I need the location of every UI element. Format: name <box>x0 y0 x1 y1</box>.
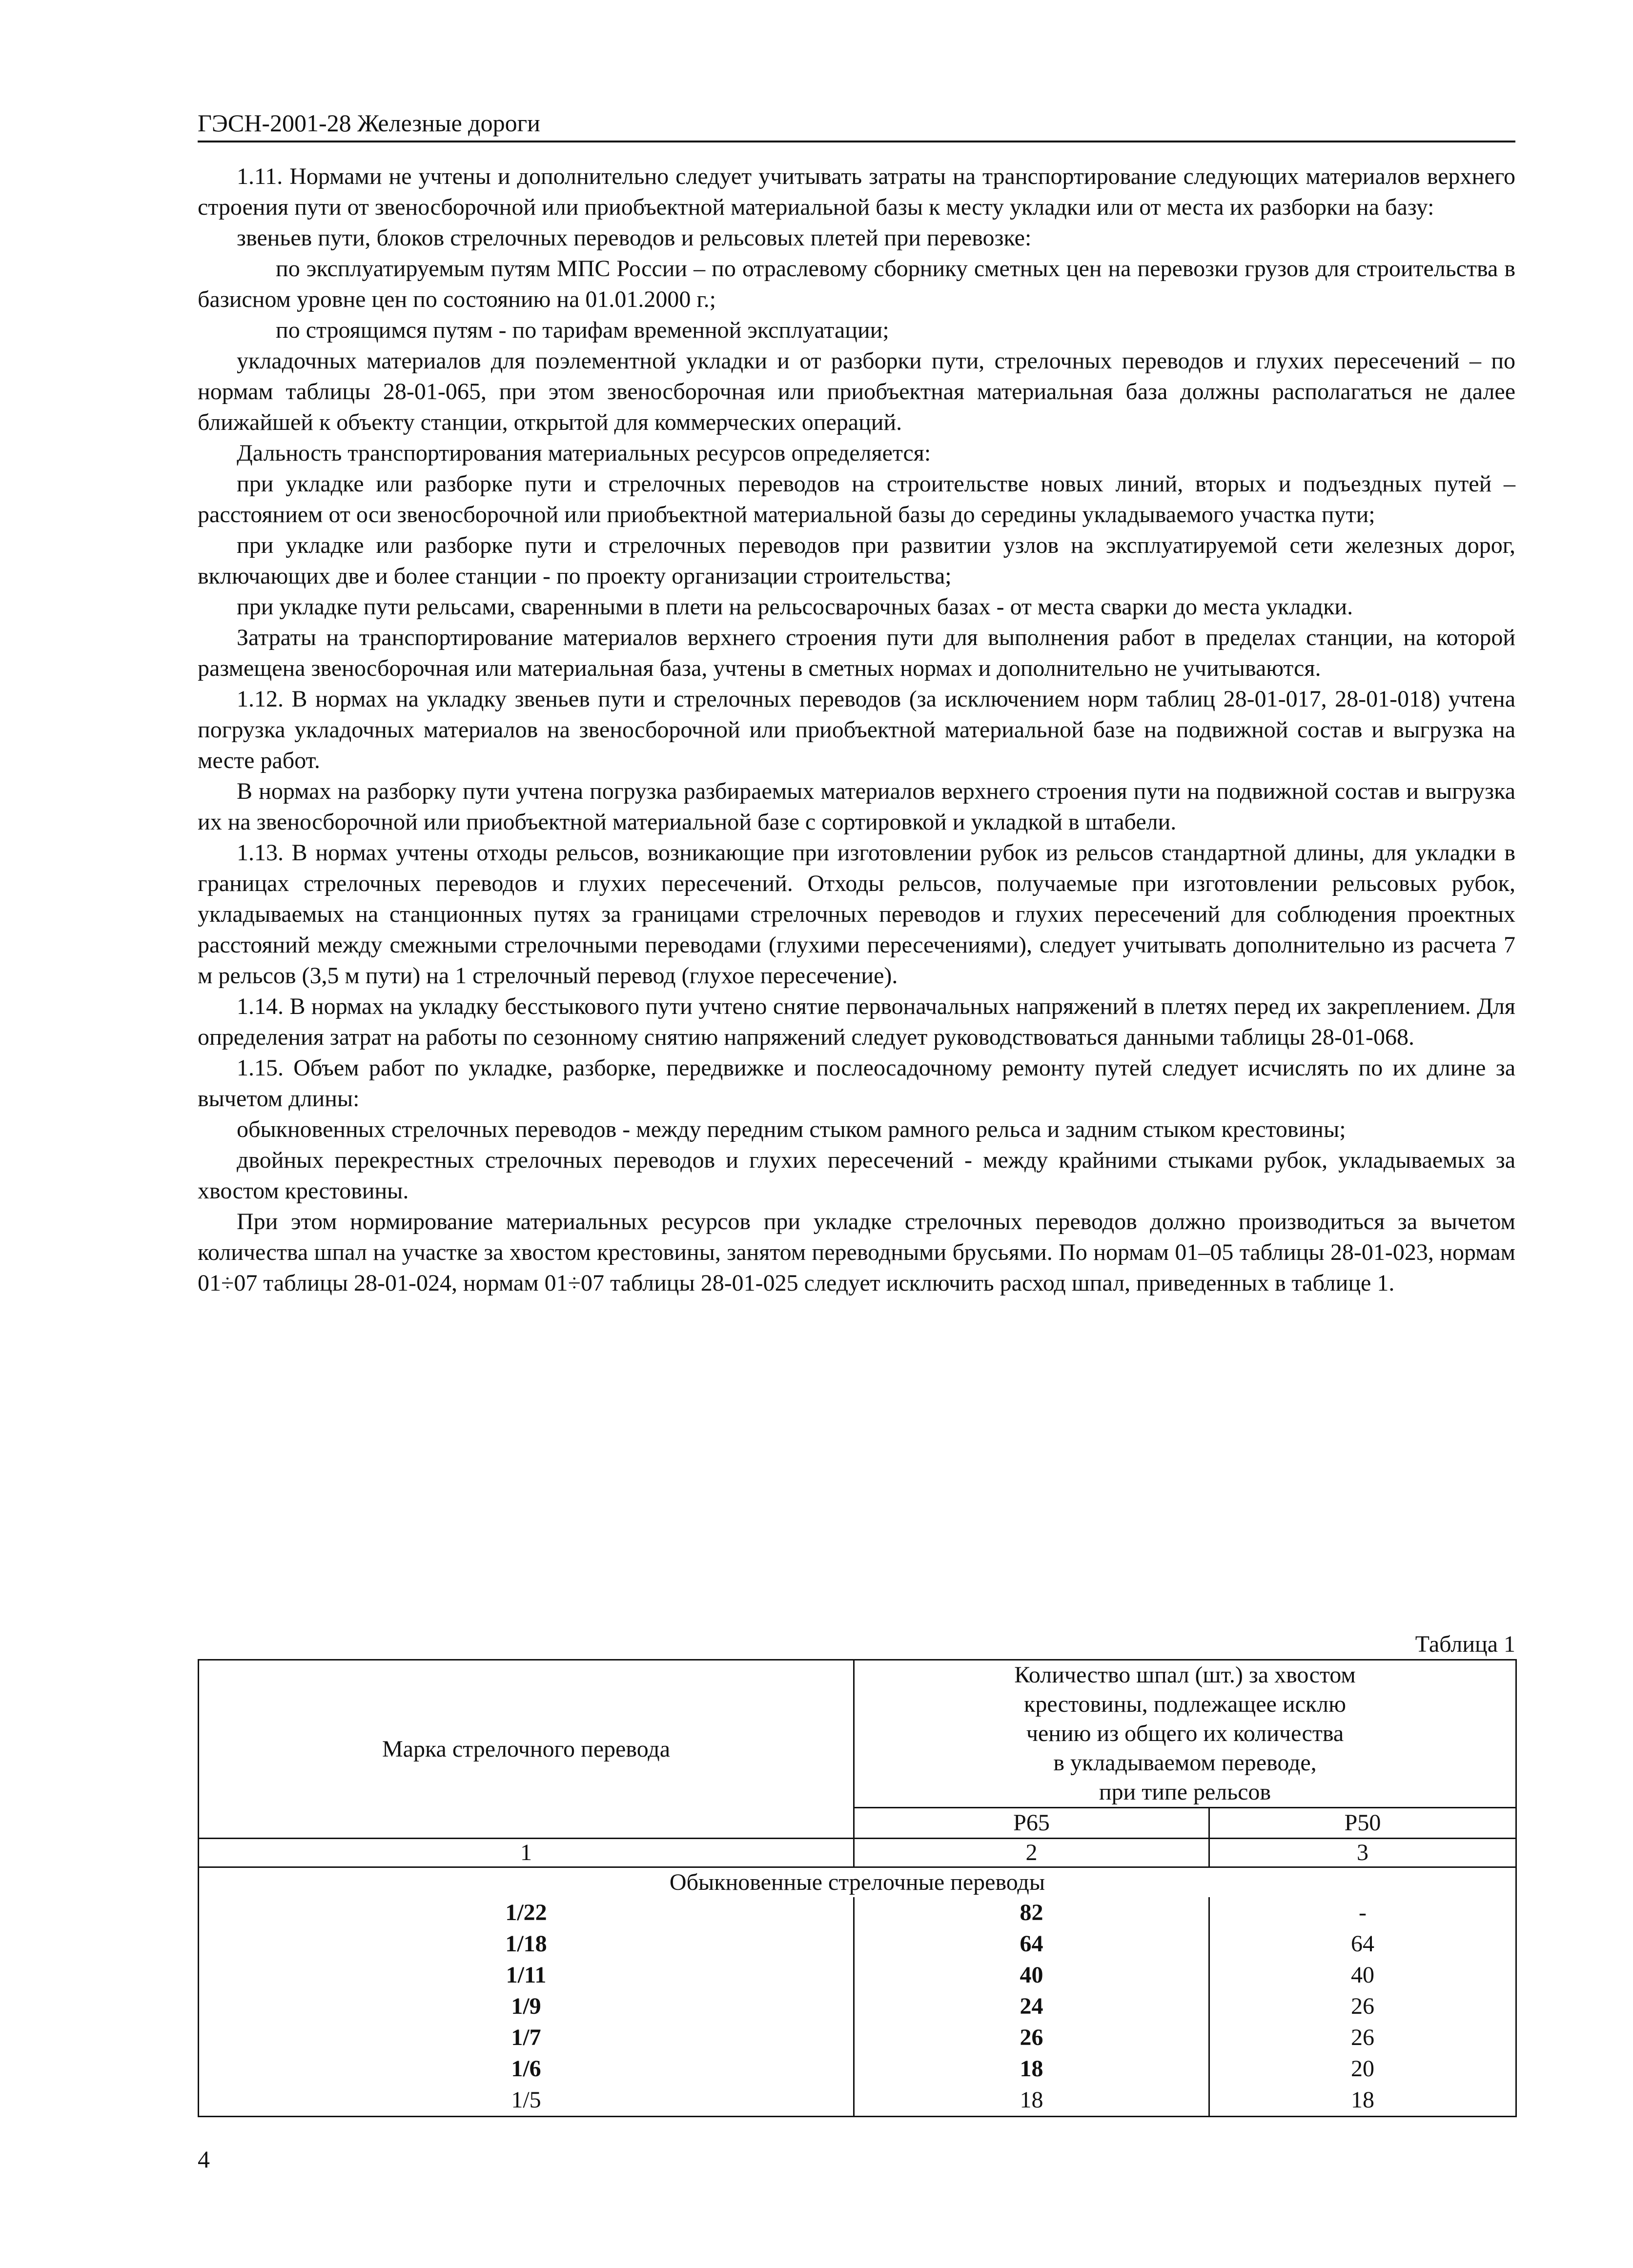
header-line: в укладываемом переводе, <box>1053 1750 1317 1776</box>
table-row <box>199 1960 1516 1991</box>
section-row <box>199 1867 1516 1898</box>
paragraph: при укладке или разборке пути и стрелочных переводов на строительстве новых линий, вторых и подъездных путей – расстоянием от оси звеносборочной или приобъектной материальной базы до середины укладываемого участка пути; <box>198 471 1515 527</box>
cell-p50: 26 <box>1209 2022 1516 2053</box>
col23-header <box>854 1660 1516 1808</box>
header-line: при типе рельсов <box>1099 1779 1271 1805</box>
cell-p50: 20 <box>1209 2053 1516 2085</box>
cell-mark: 1/6 <box>199 2053 854 2085</box>
paragraph: 1.11. Нормами не учтены и дополнительно следует учитывать затраты на транспортирование следующих материалов верхнего строения пути от звеносборочной или приобъектной материальной базы к месту укладки или от места их разборки на базу: <box>198 163 1515 220</box>
table-row <box>199 2085 1516 2117</box>
column-numbers-row <box>199 1839 1516 1867</box>
cell-mark: 1/11 <box>199 1960 854 1991</box>
paragraph: Затраты на транспортирование материалов верхнего строения пути для выполнения работ в пределах станции, на которой размещена звеносборочная или материальная база, учтены в сметных нормах и дополнительно не учитываются. <box>198 625 1515 681</box>
paragraph: 1.15. Объем работ по укладке, разборке, передвижке и послеосадочному ремонту путей следует исчислять по их длине за вычетом длины: <box>198 1055 1515 1112</box>
paragraph: при укладке пути рельсами, сваренными в плети на рельсосварочных базах - от места сварки до места укладки. <box>237 594 1353 620</box>
paragraph: 1.14. В нормах на укладку бесстыкового пути учтено снятие первоначальных напряжений в плетях перед их закреплением. Для определения затрат на работы по сезонному снятию напряжений следует руководствоваться данными таблицы 28-01-068. <box>198 993 1515 1050</box>
body-text <box>198 161 1515 1298</box>
header-title: ГЭСН-2001-28 Железные дороги <box>198 109 540 137</box>
cell-p65: 40 <box>854 1960 1209 1991</box>
paragraph: укладочных материалов для поэлементной укладки и от разборки пути, стрелочных переводов и глухих пересечений – по нормам таблицы 28-01-065, при этом звеносборочная или приобъектная материальная база должны располагаться не далее ближайшей к объекту станции, открытой для коммерческих операций. <box>198 348 1515 435</box>
table-row <box>199 1928 1516 1960</box>
table-row <box>199 1991 1516 2022</box>
paragraph: 1.12. В нормах на укладку звеньев пути и стрелочных переводов (за исключением норм таблиц 28-01-017, 28-01-018) учтена погрузка укладочных материалов на звеносборочной или приобъектной материальной базе на подвижной состав и выгрузка на месте работ. <box>198 686 1515 773</box>
cell-p50: 64 <box>1209 1928 1516 1960</box>
subheader-p50: Р50 <box>1209 1808 1516 1839</box>
cell-p65: 82 <box>854 1897 1209 1928</box>
cell-mark: 1/7 <box>199 2022 854 2053</box>
cell-p50: 26 <box>1209 1991 1516 2022</box>
table-header-row <box>199 1660 1516 1808</box>
paragraph: 1.13. В нормах учтены отходы рельсов, возникающие при изготовлении рубок из рельсов стандартной длины, для укладки в границах стрелочных переводов и глухих пересечений. Отходы рельсов, получаемые при изготовлении рельсовых рубок, укладываемых на станционных путях за границами стрелочных переводов и глухих пересечений для соблюдения проектных расстояний между смежными стрелочными переводами (глухими пересечениями), следует учитывать дополнительно из расчета 7 м рельсов (3,5 м пути) на 1 стрелочный перевод (глухое пересечение). <box>198 840 1515 989</box>
cell-mark: 1/18 <box>199 1928 854 1960</box>
subheader-p65: Р65 <box>854 1808 1209 1839</box>
cell-p65: 26 <box>854 2022 1209 2053</box>
table-caption: Таблица 1 <box>1415 1631 1515 1657</box>
cell-p50: 40 <box>1209 1960 1516 1991</box>
table-row <box>199 2053 1516 2085</box>
paragraph: по эксплуатируемым путям МПС России – по отраслевому сборнику сметных цен на перевозки грузов для строительства в базисном уровне цен по состоянию на 01.01.2000 г.; <box>198 256 1515 312</box>
cell-mark: 1/5 <box>199 2085 854 2117</box>
paragraph: двойных перекрестных стрелочных переводов и глухих пересечений - между крайними стыками рубок, укладываемых за хвостом крестовины. <box>198 1147 1515 1204</box>
paragraph: Дальность транспортирования материальных ресурсов определяется: <box>237 440 931 466</box>
cell-p65: 24 <box>854 1991 1209 2022</box>
cell-p50: 18 <box>1209 2085 1516 2117</box>
cell-p50: - <box>1209 1897 1516 1928</box>
column-number: 1 <box>199 1839 854 1867</box>
page-header <box>198 108 1515 142</box>
paragraph: по строящимся путям - по тарифам временной эксплуатации; <box>276 317 889 343</box>
column-number: 3 <box>1209 1839 1516 1867</box>
header-line: крестовины, подлежащее исклю <box>1024 1691 1346 1717</box>
table-row <box>199 2022 1516 2053</box>
sleepers-table <box>198 1659 1517 2117</box>
header-line: Количество шпал (шт.) за хвостом <box>1014 1662 1356 1688</box>
section-title: Обыкновенные стрелочные переводы <box>199 1867 1516 1898</box>
paragraph: обыкновенных стрелочных переводов - между передним стыком рамного рельса и задним стыком крестовины; <box>237 1116 1346 1142</box>
cell-p65: 18 <box>854 2053 1209 2085</box>
cell-p65: 18 <box>854 2085 1209 2117</box>
page-number: 4 <box>198 2146 210 2173</box>
header-line: чению из общего их количества <box>1026 1721 1344 1746</box>
cell-mark: 1/22 <box>199 1897 854 1928</box>
cell-mark: 1/9 <box>199 1991 854 2022</box>
paragraph: звеньев пути, блоков стрелочных переводов и рельсовых плетей при перевозке: <box>237 225 1032 251</box>
paragraph: В нормах на разборку пути учтена погрузка разбираемых материалов верхнего строения пути на подвижной состав и выгрузка их на звеносборочной или приобъектной материальной базе с сортировкой и укладкой в штабели. <box>198 778 1515 835</box>
paragraph: при укладке или разборке пути и стрелочных переводов при развитии узлов на эксплуатируемой сети железных дорог, включающих две и более станции - по проекту организации строительства; <box>198 532 1515 589</box>
paragraph: При этом нормирование материальных ресурсов при укладке стрелочных переводов должно производиться за вычетом количества шпал на участке за хвостом крестовины, занятом переводными брусьями. По нормам 01–05 таблицы 28-01-023, нормам 01÷07 таблицы 28-01-024, нормам 01÷07 таблицы 28-01-025 следует исключить расход шпал, приведенных в таблице 1. <box>198 1209 1515 1296</box>
col1-header: Марка стрелочного перевода <box>199 1660 854 1839</box>
cell-p65: 64 <box>854 1928 1209 1960</box>
table-row <box>199 1897 1516 1928</box>
column-number: 2 <box>854 1839 1209 1867</box>
